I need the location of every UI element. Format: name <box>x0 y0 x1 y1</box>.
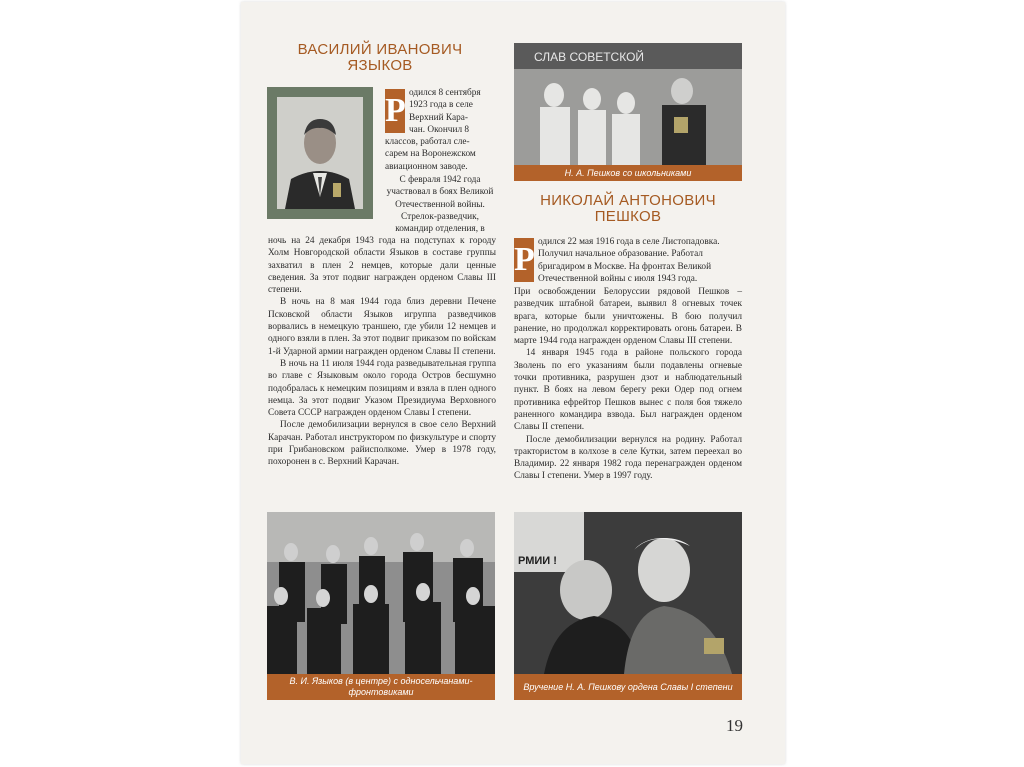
peshkov-schoolchildren-photo <box>514 43 742 165</box>
left-para3: В ночь на 8 мая 1944 года близ деревни Печене Псковской области Языков игруппа разведчиков ворвались в немецкую траншею, где убили 12 немцев и одного взяли в плен. За этот подвиг приказом по войскам 1-й Ударной армии награжден орденом Славы II степени. <box>268 297 496 357</box>
right-para1-line: одился 22 мая 1916 года в селе Листопадовка. <box>538 237 720 247</box>
left-para2-line: Отечественной войны. Стрелок-разведчик, <box>395 199 485 222</box>
right-body <box>514 286 742 483</box>
left-photo-caption: В. И. Языков (в центре) с односельчанами-фронтовиками <box>267 674 495 700</box>
left-dropcap: Р <box>385 89 405 133</box>
left-para2-line: участвовал в боях Великой <box>386 187 494 198</box>
banner-text: РМИИ ! <box>518 555 557 567</box>
right-para1-line: Отечественной войны с июля 1943 года. <box>538 273 698 284</box>
page-number: 19 <box>726 716 743 735</box>
left-title-line1: ВАСИЛИЙ ИВАНОВИЧ <box>297 41 463 58</box>
peshkov-award-photo <box>514 512 742 674</box>
left-para5: После демобилизации вернулся в свое село Верхний Карачан. Работал инструктором по физкультуре и спорту при Грибановском райисполкоме. Умер в 1978 году, похоронен в с. Верхний Карачан. <box>268 420 496 468</box>
right-title-line1: НИКОЛАЙ АНТОНОВИЧ <box>540 192 716 209</box>
yazykov-portrait-frame <box>267 87 373 219</box>
left-para2-rest: ночь на 24 декабря 1943 года на подступах к городу Холм Новгородской области Языков в составе группы захватил в плен 2 немцев, которые дали ценные сведения. За этот подвиг награжден орденом Славы III степени. <box>268 236 496 296</box>
yazykov-group-photo <box>267 512 495 674</box>
left-body <box>268 235 496 469</box>
top-photo-sign: СЛАВ СОВЕТСКОЙ <box>534 50 645 64</box>
right-para1-rest: При освобождении Белоруссии рядовой Пешков – разведчик штабной батареи, выявил 8 огневых точек врага, которые были уничтожены. В бою получил ранение, но продолжал корректировать огонь батареи. В марте 1944 года награжден орденом Славы III степени. <box>514 287 742 347</box>
left-para1-line: чан. Окончил 8 <box>409 124 470 135</box>
left-para2-line: командир отделения, в <box>395 224 485 235</box>
right-para1 <box>514 236 742 285</box>
right-title-line2: ПЕШКОВ <box>594 208 662 225</box>
right-dropcap: Р <box>514 238 534 282</box>
yazykov-portrait-photo <box>277 97 363 209</box>
left-para2-line: С февраля 1942 года <box>399 175 481 185</box>
left-para1-line: авиационном заводе. <box>385 161 468 172</box>
bottom-photo-caption: Вручение Н. А. Пешкову ордена Славы I степени <box>514 674 742 700</box>
left-para1-line: 1923 года в селе <box>409 100 473 111</box>
left-article-title <box>290 42 470 74</box>
right-para1-line: Получил начальное образование. Работал <box>538 249 703 260</box>
left-para1-line: Верхний Кара- <box>409 112 468 123</box>
top-photo-caption: Н. А. Пешков со школьниками <box>514 165 742 181</box>
left-para1-line: классов, работал сле- <box>385 137 470 148</box>
right-para3: После демобилизации вернулся на родину. Работал трактористом в колхозе в селе Кутки, затем переехал во Владимир. 22 января 1982 года перенагражден орденом Славы I степени. Умер в 1997 году. <box>514 434 742 482</box>
left-title-line2: ЯЗЫКОВ <box>347 57 413 74</box>
left-para2-top <box>385 174 495 235</box>
left-para1-line: одился 8 сентября <box>409 88 481 98</box>
right-para2: 14 января 1945 года в районе польского города Зволень по его указаниям были подавлены огневые точки противника, разрушен дзот и наблюдательный пункт. В боях на левом берегу реки Одер под огнем противника ефрейтор Пешков вынес с поля боя тяжело раненного командира взвода. Был награжден орденом Славы II степени. <box>514 348 742 433</box>
right-para1-line: бригадиром в Москве. На фронтах Великой <box>538 261 712 272</box>
right-article-title <box>528 193 728 225</box>
left-para1-line: сарем на Воронежском <box>385 149 476 160</box>
left-para1 <box>385 87 495 173</box>
left-para4: В ночь на 11 июля 1944 года разведывательная группа во главе с Языковым около города Остров бесшумно подобралась к немецким позициям и взяла в плен одного немца. За этот подвиг Указом Президиума Верховного Совета СССР награжден орденом Славы I степени. <box>268 358 496 419</box>
